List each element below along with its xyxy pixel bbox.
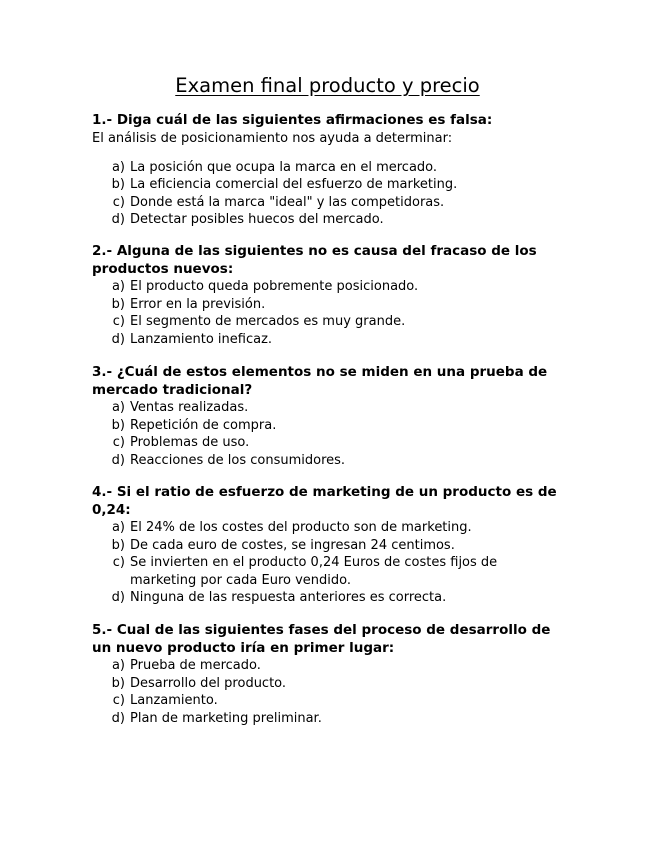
option-a: [92, 519, 562, 537]
option-letter: b): [111, 177, 125, 192]
option-letter: c): [112, 194, 125, 210]
option-letter: b): [111, 675, 125, 691]
option-text: Error en la previsión.: [130, 296, 266, 312]
option-text: Plan de marketing preliminar.: [130, 710, 322, 726]
option-text: Se invierten en el producto 0,24 Euros de costes fijos de marketing por cada Euro vendido.: [130, 555, 498, 588]
option-a: [92, 657, 562, 675]
document-title: Examen final producto y precio: [175, 74, 480, 97]
option-letter: a): [111, 520, 125, 535]
option-list: [92, 278, 562, 348]
option-list: [92, 159, 562, 229]
option-a: [92, 159, 562, 177]
option-letter: c): [112, 555, 125, 570]
question-heading: 3.- ¿Cuál de estos elementos no se miden en una prueba de mercado tradicional?: [92, 364, 548, 398]
option-a: [92, 278, 562, 296]
option-a: [92, 399, 562, 417]
option-c: [92, 434, 562, 452]
option-list: [92, 399, 562, 469]
option-text: El segmento de mercados es muy grande.: [130, 314, 406, 329]
question-1: [92, 112, 562, 229]
option-letter: c): [112, 314, 125, 329]
question-5: [92, 622, 562, 727]
question-intro: El análisis de posicionamiento nos ayuda a determinar:: [92, 130, 453, 146]
option-text: Repetición de compra.: [130, 417, 277, 433]
option-letter: d): [111, 212, 125, 227]
option-d: [92, 452, 562, 470]
option-letter: a): [111, 279, 125, 294]
option-text: El 24% de los costes del producto son de marketing.: [130, 520, 472, 535]
option-letter: c): [112, 435, 125, 450]
option-d: [92, 211, 562, 229]
option-b: [92, 296, 562, 314]
option-letter: a): [111, 159, 125, 175]
option-text: Problemas de uso.: [130, 435, 250, 450]
option-text: El producto queda pobremente posicionado.: [130, 279, 419, 294]
option-text: Lanzamiento ineficaz.: [130, 331, 273, 347]
option-d: [92, 589, 562, 607]
question-heading: 5.- Cual de las siguientes fases del proceso de desarrollo de un nuevo producto iría en primer lugar:: [92, 622, 551, 656]
option-c: [92, 313, 562, 331]
option-b: [92, 176, 562, 194]
option-text: Reacciones de los consumidores.: [130, 452, 346, 468]
option-c: [92, 554, 562, 589]
option-text: La eficiencia comercial del esfuerzo de marketing.: [130, 177, 458, 192]
option-c: [92, 194, 562, 212]
option-text: Ninguna de las respuesta anteriores es correcta.: [130, 590, 447, 605]
option-text: Donde está la marca "ideal" y las competidoras.: [130, 194, 445, 210]
option-letter: d): [111, 452, 125, 468]
question-4: [92, 484, 562, 607]
option-b: [92, 675, 562, 693]
option-letter: b): [111, 537, 125, 553]
option-text: Ventas realizadas.: [130, 400, 249, 415]
option-b: [92, 417, 562, 435]
option-letter: d): [111, 590, 125, 605]
option-letter: a): [111, 400, 125, 415]
option-letter: d): [111, 331, 125, 347]
option-d: [92, 710, 562, 728]
question-heading: 2.- Alguna de las siguientes no es causa del fracaso de los productos nuevos:: [92, 243, 537, 277]
option-c: [92, 692, 562, 710]
option-d: [92, 331, 562, 349]
option-text: De cada euro de costes, se ingresan 24 centimos.: [130, 537, 455, 553]
option-text: Prueba de mercado.: [130, 658, 261, 673]
question-3: [92, 364, 562, 469]
option-text: Detectar posibles huecos del mercado.: [130, 212, 384, 227]
option-letter: b): [111, 417, 125, 433]
question-heading: 4.- Si el ratio de esfuerzo de marketing de un producto es de 0,24:: [92, 484, 557, 518]
question-2: [92, 243, 562, 348]
option-text: Desarrollo del producto.: [130, 675, 287, 691]
option-letter: d): [111, 710, 125, 726]
question-heading: 1.- Diga cuál de las siguientes afirmaciones es falsa:: [92, 112, 493, 128]
option-b: [92, 537, 562, 555]
option-letter: b): [111, 296, 125, 312]
option-list: [92, 519, 562, 607]
option-list: [92, 657, 562, 727]
option-text: Lanzamiento.: [130, 693, 218, 708]
option-text: La posición que ocupa la marca en el mercado.: [130, 159, 438, 175]
option-letter: c): [112, 693, 125, 708]
option-letter: a): [111, 658, 125, 673]
